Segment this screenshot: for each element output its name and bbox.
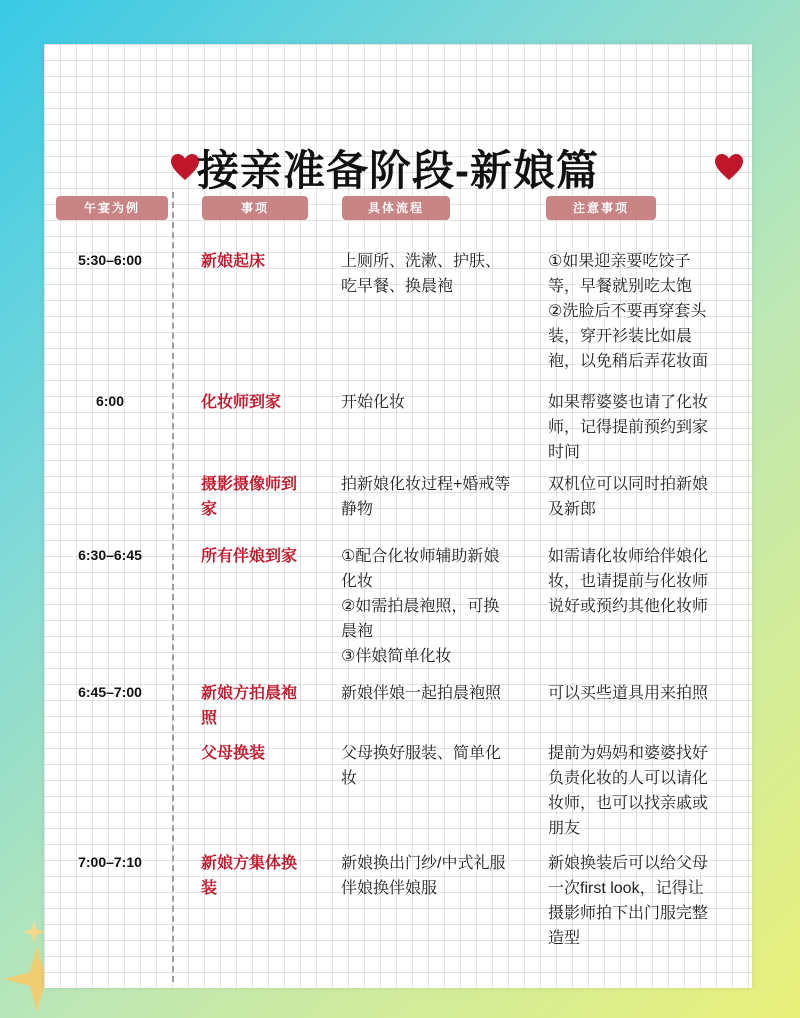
- row-time: 6:00: [95, 393, 125, 409]
- row-note: 提前为妈妈和婆婆找好 负责化妆的人可以请化 妆师，也可以找亲戚或 朋友: [548, 745, 709, 837]
- row-item: 化妆师到家: [201, 394, 282, 411]
- header-item: 事项: [202, 196, 308, 220]
- row-time: 6:30–6:45: [78, 547, 142, 563]
- row-item: 父母换装: [201, 745, 266, 762]
- column-divider: [172, 192, 174, 982]
- row-item: 所有伴娘到家: [201, 548, 298, 565]
- heart-icon: [714, 153, 744, 181]
- header-time: 午宴为例: [56, 196, 168, 220]
- header-flow: 具体流程: [342, 196, 450, 220]
- header-note: 注意事项: [546, 196, 656, 220]
- row-note: 如果帮婆婆也请了化妆 师，记得提前预约到家 时间: [548, 394, 709, 461]
- row-item: 新娘方拍晨袍 照: [201, 685, 298, 727]
- row-flow: 上厕所、洗漱、护肤、 吃早餐、换晨袍: [341, 253, 502, 295]
- row-item: 新娘方集体换 装: [201, 855, 298, 897]
- row-time: 6:45–7:00: [78, 684, 142, 700]
- row-flow: 新娘伴娘一起拍晨袍照: [341, 685, 502, 702]
- row-flow: 父母换好服装、简单化 妆: [341, 745, 502, 787]
- row-item: 新娘起床: [201, 253, 266, 270]
- row-flow: 新娘换出门纱/中式礼服 伴娘换伴娘服: [341, 855, 506, 897]
- grid-paper-sheet: [44, 44, 752, 988]
- row-note: 可以买些道具用来拍照: [548, 685, 709, 702]
- row-flow: 拍新娘化妆过程+婚戒等 静物: [341, 476, 511, 518]
- row-note: 新娘换装后可以给父母 一次first look，记得让 摄影师拍下出门服完整 造型: [548, 855, 709, 947]
- row-flow: ①配合化妆师辅助新娘 化妆 ②如需拍晨袍照，可换 晨袍 ③伴娘简单化妆: [341, 548, 500, 665]
- row-note: ①如果迎亲要吃饺子 等，早餐就别吃太饱 ②洗脸后不要再穿套头 装，穿开衫装比如晨 袍，以免稍后弄花妆面: [548, 253, 709, 370]
- small-star-icon: [22, 920, 46, 944]
- row-time: 5:30–6:00: [78, 252, 142, 268]
- page-title: 接亲准备阶段-新娘篇: [197, 147, 599, 194]
- row-note: 如需请化妆师给伴娘化 妆，也请提前与化妆师 说好或预约其他化妆师: [548, 548, 709, 615]
- row-item: 摄影摄像师到 家: [201, 476, 298, 518]
- row-flow: 开始化妆: [341, 394, 406, 411]
- title-box: [104, 94, 692, 198]
- row-time: 7:00–7:10: [78, 854, 142, 870]
- row-note: 双机位可以同时拍新娘 及新郎: [548, 476, 709, 518]
